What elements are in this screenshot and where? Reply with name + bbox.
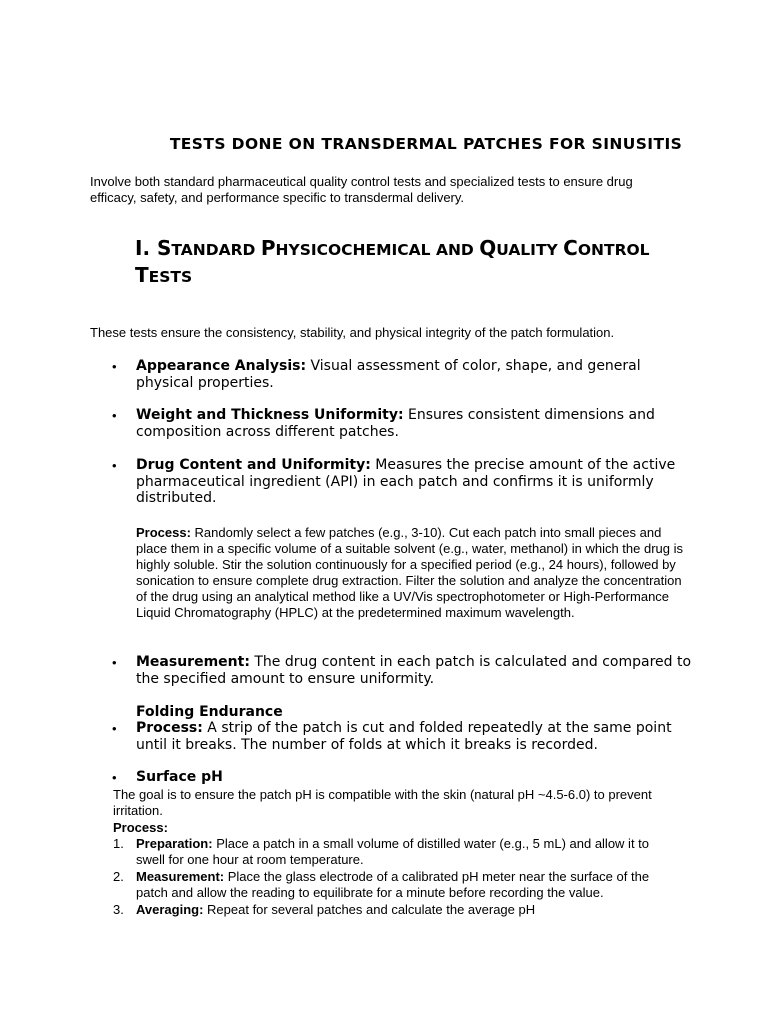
step-number: 2. — [113, 869, 124, 884]
bullet-drug-content — [136, 457, 696, 507]
step-text: Repeat for several patches and calculate the average pH — [203, 902, 536, 917]
heading-smallcaps: UALITY — [496, 241, 564, 259]
bullet-label: Drug Content and Uniformity: — [136, 457, 371, 473]
process-text: A strip of the patch is cut and folded repeatedly at the same point until it breaks. The number of folds at which it breaks is recorded. — [136, 720, 672, 753]
heading-smallcaps: ESTS — [148, 268, 193, 286]
step-measurement — [136, 869, 676, 901]
bullet-marker: • — [112, 655, 117, 670]
surface-ph-heading: Surface pH — [136, 769, 223, 785]
heading-cap: P — [260, 236, 276, 260]
step-averaging — [136, 902, 676, 918]
process-text: Randomly select a few patches (e.g., 3-10). Cut each patch into small pieces and place them in a specific volume of a suitable solvent (e.g., water, methanol) in which the drug is highly soluble. Stir the solution continuously for a specified period (e.g., 24 hours), followed by sonication to ensure complete drug extraction. Filter the solution and analyze the concentration of the drug using an analytical method like a UV/Vis spectrophotometer or High-Performance Liquid Chromatography (HPLC) at the predetermined maximum wavelength. — [136, 525, 684, 620]
bullet-appearance — [136, 358, 696, 391]
section-heading — [135, 236, 735, 290]
step-text: Place a patch in a small volume of distilled water (e.g., 5 mL) and allow it to swell for one hour at room temperature. — [136, 836, 650, 867]
bullet-marker: • — [112, 721, 117, 736]
bullet-text: The drug content in each patch is calculated and compared to the specified amount to ensure uniformity. — [136, 654, 692, 687]
bullet-marker: • — [112, 770, 117, 785]
heading-cap: T — [135, 263, 149, 287]
bullet-measurement — [136, 654, 696, 687]
process-label: Process: — [136, 525, 191, 540]
bullet-label: Appearance Analysis: — [136, 358, 307, 374]
step-label: Preparation: — [136, 836, 213, 851]
bullet-label: Weight and Thickness Uniformity: — [136, 407, 404, 423]
intro-paragraph: Involve both standard pharmaceutical quality control tests and specialized tests to ensure drug efficacy, safety, and performance specific to transdermal delivery. — [90, 174, 633, 205]
bullet-text: Visual assessment of color, shape, and general physical properties. — [136, 358, 641, 391]
drug-content-process — [136, 525, 686, 621]
surface-ph-process-label: Process: — [113, 820, 168, 835]
bullet-weight-thickness — [136, 407, 696, 440]
heading-cap: S — [157, 236, 172, 260]
step-text: Place the glass electrode of a calibrated pH meter near the surface of the patch and allow the reading to equilibrate for a minute before recording the value. — [136, 869, 650, 900]
step-label: Averaging: — [136, 902, 204, 917]
bullet-marker: • — [112, 458, 117, 473]
process-label: Process: — [136, 720, 203, 736]
heading-cap: C — [563, 236, 578, 260]
heading-smallcaps: HYSICOCHEMICAL AND — [275, 241, 480, 259]
document-title: TESTS DONE ON TRANSDERMAL PATCHES FOR SINUSITIS — [169, 135, 683, 153]
surface-ph-goal: The goal is to ensure the patch pH is compatible with the skin (natural pH ~4.5-6.0) to prevent irritation. — [113, 787, 652, 818]
heading-smallcaps: TANDARD — [171, 241, 261, 259]
bullet-marker: • — [112, 408, 117, 423]
bullet-text: Measures the precise amount of the active pharmaceutical ingredient (API) in each patch and confirms it is uniformly distributed. — [136, 457, 676, 506]
heading-cap: Q — [479, 236, 497, 260]
step-number: 3. — [113, 902, 124, 917]
folding-process — [136, 720, 696, 753]
section-intro: These tests ensure the consistency, stability, and physical integrity of the patch formulation. — [90, 325, 615, 340]
heading-smallcaps: ONTROL — [577, 241, 650, 259]
bullet-label: Measurement: — [136, 654, 250, 670]
folding-endurance-heading: Folding Endurance — [136, 704, 283, 720]
step-number: 1. — [113, 836, 124, 851]
step-preparation — [136, 836, 676, 868]
bullet-marker: • — [112, 359, 117, 374]
bullet-text: Ensures consistent dimensions and composition across different patches. — [136, 407, 655, 440]
section-numeral: I. — [135, 236, 158, 260]
step-label: Measurement: — [136, 869, 225, 884]
